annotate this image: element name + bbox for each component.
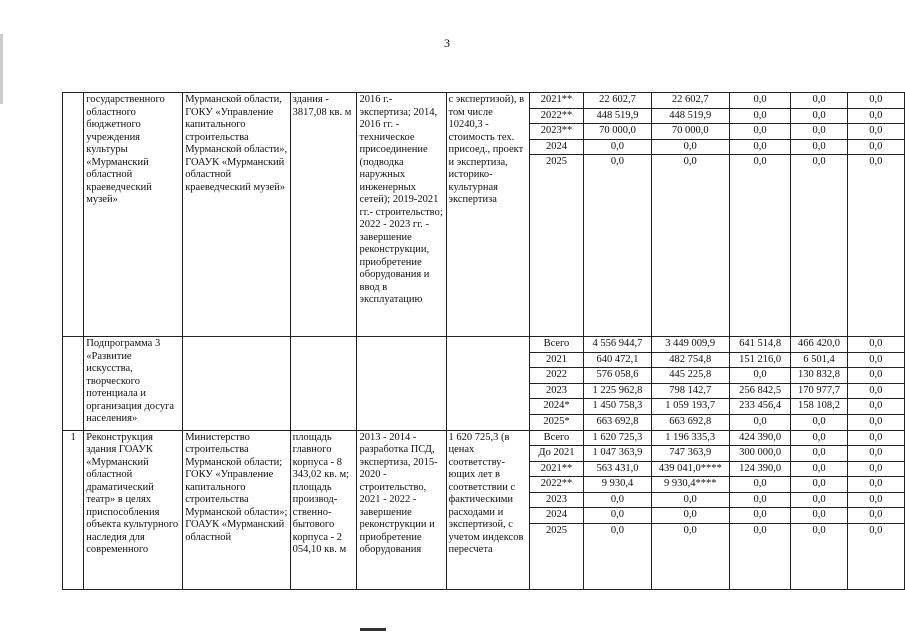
- value-cell: 1 620 725,3: [584, 430, 651, 446]
- value-cell: 2024*: [529, 399, 584, 415]
- value-cell: 0,0: [584, 492, 651, 508]
- value-cell: 2021**: [529, 461, 584, 477]
- subprogram-name: Подпрограмма 3 «Развитие искусства, творческого потенциала и организация досуга населения»: [84, 337, 183, 431]
- value-cell: Всего: [529, 430, 584, 446]
- value-cell: 0,0: [791, 446, 847, 462]
- estimated-cost: 1 620 725,3 (в ценах соответству-ющих лет в соответствии с фактическими расходами и экспертизой, с учетом индексов пересчета: [446, 430, 529, 589]
- value-cell: 233 456,4: [729, 399, 791, 415]
- value-cell: 2021**: [529, 93, 584, 109]
- value-cell: 0,0: [847, 508, 904, 524]
- row-number: 1: [63, 430, 84, 589]
- value-cell: 0,0: [847, 492, 904, 508]
- value-cell: 0,0: [847, 352, 904, 368]
- value-cell: 0,0: [584, 523, 651, 589]
- value-cell: 0,0: [847, 414, 904, 430]
- value-cell: 0,0: [791, 492, 847, 508]
- value-cell: 2024: [529, 139, 584, 155]
- value-cell: 448 519,9: [651, 108, 729, 124]
- value-cell: 0,0: [791, 155, 847, 337]
- value-cell: 2022**: [529, 477, 584, 493]
- value-cell: 2022**: [529, 108, 584, 124]
- value-cell: 0,0: [729, 155, 791, 337]
- value-cell: 0,0: [791, 508, 847, 524]
- empty-cell: [357, 337, 446, 431]
- work-stages: 2016 г.- экспертиза; 2014, 2016 гг. - техническое присоединение (подводка наружных инженерных сетей); 2019-2021 гг.- строительство; 2022 - 2023 гг. - завершение реконструкции, приобретение оборудования и ввод в эксплуатацию: [357, 93, 446, 337]
- value-cell: 2023: [529, 383, 584, 399]
- value-cell: 0,0: [847, 383, 904, 399]
- value-cell: 0,0: [847, 337, 904, 353]
- program-table: [62, 92, 905, 590]
- value-cell: 439 041,0****: [651, 461, 729, 477]
- value-cell: 151 216,0: [729, 352, 791, 368]
- value-cell: 2025*: [529, 414, 584, 430]
- table-row: [63, 337, 905, 353]
- value-cell: 0,0: [651, 139, 729, 155]
- value-cell: 641 514,8: [729, 337, 791, 353]
- value-cell: 2021: [529, 352, 584, 368]
- value-cell: 256 842,5: [729, 383, 791, 399]
- value-cell: 0,0: [651, 492, 729, 508]
- value-cell: 0,0: [651, 155, 729, 337]
- value-cell: 1 059 193,7: [651, 399, 729, 415]
- table-row: [63, 93, 905, 109]
- value-cell: 1 450 758,3: [584, 399, 651, 415]
- value-cell: 170 977,7: [791, 383, 847, 399]
- value-cell: 0,0: [729, 139, 791, 155]
- value-cell: 0,0: [791, 124, 847, 140]
- value-cell: 2023**: [529, 124, 584, 140]
- work-stages: 2013 - 2014 - разработка ПСД, экспертиза, 2015-2020 - строительство, 2021 - 2022 - завершение реконструкции и приобретение оборудования: [357, 430, 446, 589]
- value-cell: 0,0: [847, 477, 904, 493]
- value-cell: 482 754,8: [651, 352, 729, 368]
- value-cell: 9 930,4****: [651, 477, 729, 493]
- value-cell: 424 390,0: [729, 430, 791, 446]
- value-cell: 663 692,8: [584, 414, 651, 430]
- value-cell: 0,0: [651, 508, 729, 524]
- value-cell: 2024: [529, 508, 584, 524]
- value-cell: 576 058,6: [584, 368, 651, 384]
- table-body: [63, 93, 905, 590]
- value-cell: 124 390,0: [729, 461, 791, 477]
- object-name: Реконструкция здания ГОАУК «Мурманский областной драматический театр» в целях приспособления объекта культурного наследия для современного: [84, 430, 183, 589]
- value-cell: До 2021: [529, 446, 584, 462]
- value-cell: 0,0: [584, 508, 651, 524]
- value-cell: 0,0: [729, 508, 791, 524]
- value-cell: 0,0: [729, 124, 791, 140]
- value-cell: 0,0: [729, 523, 791, 589]
- value-cell: 747 363,9: [651, 446, 729, 462]
- value-cell: 0,0: [847, 399, 904, 415]
- value-cell: 3 449 009,9: [651, 337, 729, 353]
- row-number-cell: [63, 337, 84, 431]
- value-cell: 9 930,4: [584, 477, 651, 493]
- empty-cell: [290, 337, 357, 431]
- value-cell: 0,0: [791, 414, 847, 430]
- value-cell: 445 225,8: [651, 368, 729, 384]
- value-cell: 798 142,7: [651, 383, 729, 399]
- responsible-orgs: Министерство строительства Мурманской области; ГОКУ «Управление капитального строительства Мурманской области»; ГОАУК «Мурманский областной: [183, 430, 290, 589]
- value-cell: 0,0: [729, 492, 791, 508]
- value-cell: 0,0: [847, 523, 904, 589]
- scan-artifact: [360, 628, 386, 631]
- responsible-orgs: Мурманской области, ГОКУ «Управление капитального строительства Мурманской области», ГОАУК «Мурманский областной краеведческий музей»: [183, 93, 290, 337]
- value-cell: 0,0: [584, 155, 651, 337]
- value-cell: 0,0: [729, 368, 791, 384]
- value-cell: Всего: [529, 337, 584, 353]
- value-cell: 0,0: [791, 523, 847, 589]
- value-cell: 0,0: [729, 414, 791, 430]
- value-cell: 0,0: [847, 155, 904, 337]
- value-cell: 0,0: [729, 108, 791, 124]
- value-cell: 22 602,7: [584, 93, 651, 109]
- value-cell: 2025: [529, 523, 584, 589]
- value-cell: 0,0: [847, 93, 904, 109]
- value-cell: 0,0: [791, 108, 847, 124]
- empty-cell: [183, 337, 290, 431]
- value-cell: 0,0: [791, 477, 847, 493]
- value-cell: 0,0: [847, 108, 904, 124]
- value-cell: 1 047 363,9: [584, 446, 651, 462]
- value-cell: 300 000,0: [729, 446, 791, 462]
- value-cell: 663 692,8: [651, 414, 729, 430]
- value-cell: 0,0: [729, 93, 791, 109]
- value-cell: 6 501,4: [791, 352, 847, 368]
- value-cell: 0,0: [791, 139, 847, 155]
- object-capacity: площадь главного корпуса - 8 343,02 кв. м; площадь производ-ственно-бытового корпуса - 2 054,10 кв. м: [290, 430, 357, 589]
- estimated-cost: с экспертизой), в том числе 10240,3 - стоимость тех. присоед., проект и экспертиза, историко-культурная экспертиза: [446, 93, 529, 337]
- value-cell: 70 000,0: [651, 124, 729, 140]
- value-cell: 0,0: [847, 461, 904, 477]
- value-cell: 0,0: [584, 139, 651, 155]
- value-cell: 563 431,0: [584, 461, 651, 477]
- value-cell: 0,0: [791, 93, 847, 109]
- value-cell: 4 556 944,7: [584, 337, 651, 353]
- value-cell: 0,0: [791, 461, 847, 477]
- row-number-cell: [63, 93, 84, 337]
- value-cell: 22 602,7: [651, 93, 729, 109]
- value-cell: 70 000,0: [584, 124, 651, 140]
- value-cell: 158 108,2: [791, 399, 847, 415]
- value-cell: 1 225 962,8: [584, 383, 651, 399]
- page-number: 3: [444, 36, 450, 50]
- scan-edge-mark: [0, 34, 3, 104]
- value-cell: 130 832,8: [791, 368, 847, 384]
- value-cell: 0,0: [847, 430, 904, 446]
- value-cell: 640 472,1: [584, 352, 651, 368]
- value-cell: 0,0: [729, 477, 791, 493]
- value-cell: 0,0: [847, 446, 904, 462]
- object-name: государственного областного бюджетного учреждения культуры «Мурманский областной краеведческий музей»: [84, 93, 183, 337]
- value-cell: 2025: [529, 155, 584, 337]
- empty-cell: [446, 337, 529, 431]
- value-cell: 0,0: [847, 368, 904, 384]
- object-capacity: здания - 3817,08 кв. м: [290, 93, 357, 337]
- value-cell: 1 196 335,3: [651, 430, 729, 446]
- value-cell: 2022: [529, 368, 584, 384]
- value-cell: 0,0: [791, 430, 847, 446]
- value-cell: 0,0: [651, 523, 729, 589]
- table-row: [63, 430, 905, 446]
- value-cell: 0,0: [847, 139, 904, 155]
- value-cell: 466 420,0: [791, 337, 847, 353]
- value-cell: 448 519,9: [584, 108, 651, 124]
- value-cell: 0,0: [847, 124, 904, 140]
- value-cell: 2023: [529, 492, 584, 508]
